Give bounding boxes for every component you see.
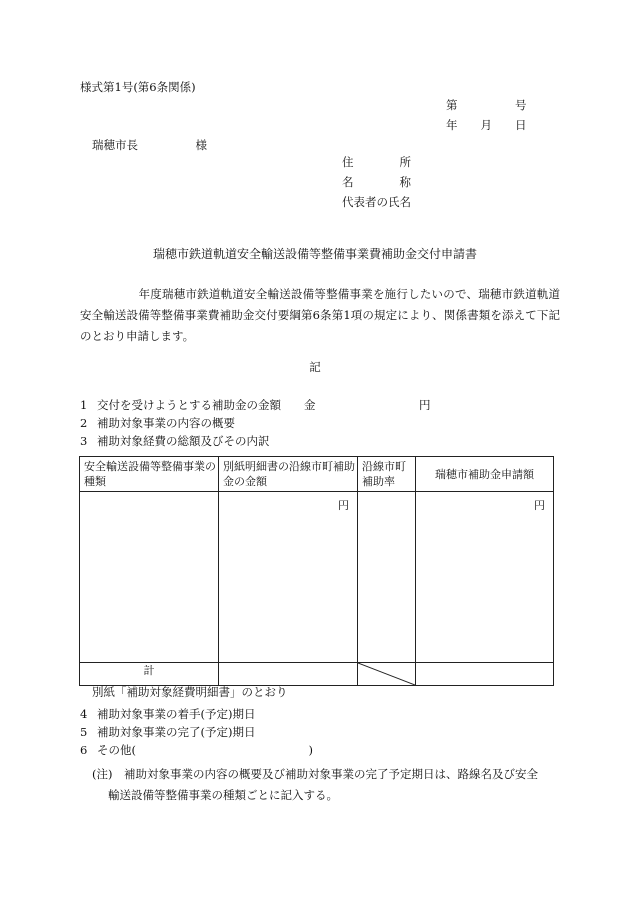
item-4: [80, 709, 255, 721]
representative-label: 代表者の氏名: [342, 195, 411, 209]
item-text: 補助対象事業の内容の概要: [97, 416, 235, 430]
item-number: 6: [80, 743, 88, 757]
attachment-reference: 別紙「補助対象経費明細書」のとおり: [92, 685, 288, 699]
total-municipal-cell[interactable]: [219, 663, 358, 686]
note-line-2: 輸送設備等整備事業の種類ごとに記入する。: [108, 788, 338, 802]
header-project-type: 安全輸送設備等整備事業の種類: [80, 457, 219, 492]
table-row: [80, 492, 554, 663]
municipal-subsidy-cell[interactable]: [219, 492, 358, 663]
header-subsidy-rate: 沿線市町補助率: [358, 457, 416, 492]
document-title: 瑞穂市鉄道軌道安全輸送設備等整備事業費補助金交付申請書: [152, 247, 477, 261]
item-3: [80, 436, 270, 448]
header-municipal-subsidy: 別紙明細書の沿線市町補助金の金額: [219, 457, 358, 492]
address-label: 住 所: [342, 155, 411, 169]
addressee: 瑞穂市長 様: [92, 138, 207, 152]
item-text: 補助対象経費の総額及びその内訳: [97, 434, 270, 448]
table-header-row: [80, 457, 554, 492]
item-number: 4: [80, 707, 88, 721]
note-line-1: (注) 補助対象事業の内容の概要及び補助対象事業の完了予定期日は、路線名及び安全: [92, 767, 538, 781]
note: [92, 764, 562, 806]
mizuho-request-cell[interactable]: [416, 492, 554, 663]
total-request-cell[interactable]: [416, 663, 554, 686]
name-label: 名 称: [342, 175, 411, 189]
item-1: [80, 400, 431, 412]
expense-breakdown-table: [79, 456, 554, 686]
date-line: 年 月 日: [446, 118, 527, 132]
item-2: [80, 418, 235, 430]
form-number: 様式第1号(第6条関係): [80, 80, 196, 94]
yen-unit: 円: [338, 499, 349, 512]
item-text: その他( ): [97, 743, 313, 757]
diagonal-line: [358, 663, 415, 685]
item-number: 5: [80, 725, 88, 739]
item-number: 1: [80, 398, 88, 412]
item-5: [80, 727, 255, 739]
item-text: 交付を受けようとする補助金の金額 金 円: [97, 398, 431, 412]
total-label: 計: [80, 663, 219, 686]
ki-heading: 記: [309, 360, 321, 374]
header-mizuho-request: 瑞穂市補助金申請額: [416, 457, 554, 492]
body-paragraph: 年度瑞穂市鉄道軌道安全輸送設備等整備事業を施行したいので、瑞穂市鉄道軌道安全輸送設備等整備事業費補助金交付要綱第6条第1項の規定により、関係書類を添えて下記のとおり申請します。: [80, 287, 560, 343]
total-row: [80, 663, 554, 686]
document-number-line: 第 号: [446, 98, 527, 112]
project-type-cell[interactable]: [80, 492, 219, 663]
yen-unit: 円: [534, 499, 545, 512]
item-text: 補助対象事業の着手(予定)期日: [97, 707, 256, 721]
item-6: [80, 745, 313, 757]
item-text: 補助対象事業の完了(予定)期日: [97, 725, 256, 739]
item-number: 2: [80, 416, 88, 430]
item-number: 3: [80, 434, 88, 448]
total-rate-cell-crossed: [358, 663, 416, 686]
subsidy-rate-cell[interactable]: [358, 492, 416, 663]
